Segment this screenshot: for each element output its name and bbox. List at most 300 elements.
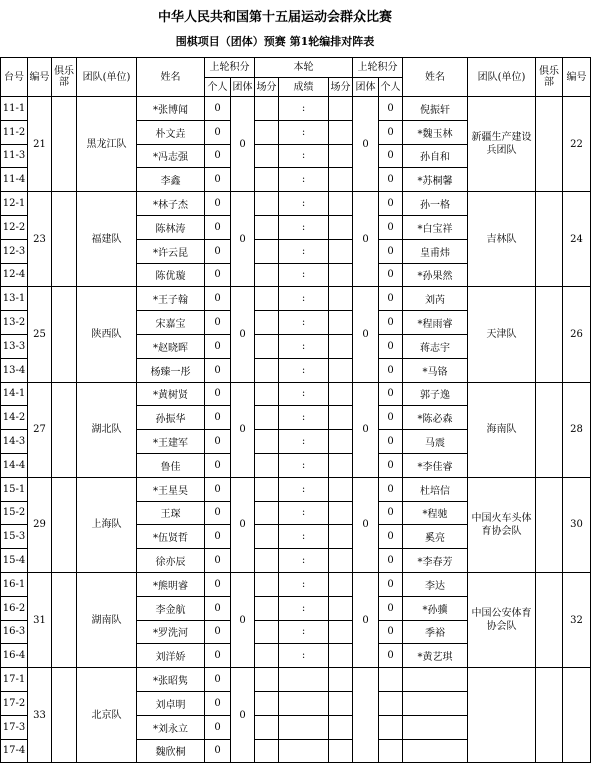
right-match-points	[329, 644, 353, 668]
right-team-id: 24	[563, 192, 591, 287]
left-match-points	[255, 644, 279, 668]
left-team-id: 23	[28, 192, 52, 287]
right-individual-points: 0	[379, 549, 403, 573]
left-individual-points: 0	[205, 239, 231, 263]
board-number: 14-1	[1, 382, 28, 406]
left-individual-points: 0	[205, 739, 231, 763]
right-team-name: 中国火车头体育协会队	[468, 477, 536, 572]
left-individual-points: 0	[205, 668, 231, 692]
header-id-right: 编号	[563, 58, 591, 97]
right-team-id: 22	[563, 97, 591, 192]
right-player-name: *孙果然	[403, 263, 468, 287]
left-match-points	[255, 334, 279, 358]
right-individual-points: 0	[379, 453, 403, 477]
right-match-points	[329, 144, 353, 168]
left-player-name: 陈优璇	[137, 263, 205, 287]
right-match-points	[329, 691, 353, 715]
board-number: 16-2	[1, 596, 28, 620]
right-individual-points: 0	[379, 192, 403, 216]
right-individual-points: 0	[379, 572, 403, 596]
left-player-name: *伍贤哲	[137, 525, 205, 549]
right-team-name: 新疆生产建设兵团队	[468, 97, 536, 192]
left-team-name: 北京队	[77, 668, 137, 763]
header-this-round: 本轮	[255, 58, 353, 78]
right-team-id: 28	[563, 382, 591, 477]
right-team-id: 30	[563, 477, 591, 572]
page-subtitle: 围棋项目（团体）预赛 第1轮编排对阵表	[175, 35, 375, 48]
left-match-points	[255, 430, 279, 454]
table-row	[1, 97, 591, 121]
right-player-name: 郭子逸	[403, 382, 468, 406]
left-individual-points: 0	[205, 477, 231, 501]
left-player-name: 李鑫	[137, 168, 205, 192]
right-match-points	[329, 620, 353, 644]
board-result: :	[279, 549, 329, 573]
left-club	[52, 572, 77, 667]
left-individual-points: 0	[205, 430, 231, 454]
header-prev-points-right: 上轮积分	[353, 58, 403, 78]
right-match-points	[329, 97, 353, 121]
table-row	[1, 382, 591, 406]
left-individual-points: 0	[205, 406, 231, 430]
table-row	[1, 192, 591, 216]
left-individual-points: 0	[205, 215, 231, 239]
board-number: 17-2	[1, 691, 28, 715]
left-match-points	[255, 549, 279, 573]
right-individual-points	[379, 668, 403, 692]
left-individual-points: 0	[205, 263, 231, 287]
right-club	[536, 477, 563, 572]
header-team-points-right: 团体	[353, 78, 379, 97]
board-number: 11-1	[1, 97, 28, 121]
right-match-points	[329, 501, 353, 525]
left-team-points: 0	[231, 287, 255, 382]
right-individual-points: 0	[379, 287, 403, 311]
right-individual-points: 0	[379, 97, 403, 121]
header-team: 团队(单位)	[77, 58, 137, 97]
left-individual-points: 0	[205, 311, 231, 335]
left-player-name: 朴文垚	[137, 120, 205, 144]
right-individual-points: 0	[379, 596, 403, 620]
right-team-name: 海南队	[468, 382, 536, 477]
left-team-name: 福建队	[77, 192, 137, 287]
board-number: 15-4	[1, 549, 28, 573]
right-player-name: 皇甫炜	[403, 239, 468, 263]
right-player-name: 李达	[403, 572, 468, 596]
left-match-points	[255, 239, 279, 263]
board-number: 15-3	[1, 525, 28, 549]
left-player-name: *熊明睿	[137, 572, 205, 596]
board-result: :	[279, 406, 329, 430]
left-club	[52, 287, 77, 382]
right-team-name: 天津队	[468, 287, 536, 382]
right-team-id	[563, 668, 591, 763]
header-id: 编号	[28, 58, 52, 97]
left-match-points	[255, 668, 279, 692]
left-team-id: 31	[28, 572, 52, 667]
left-player-name: 刘洋娇	[137, 644, 205, 668]
left-player-name: 宋嘉宝	[137, 311, 205, 335]
left-match-points	[255, 192, 279, 216]
left-match-points	[255, 263, 279, 287]
left-match-points	[255, 596, 279, 620]
left-individual-points: 0	[205, 358, 231, 382]
left-player-name: *王星昊	[137, 477, 205, 501]
left-player-name: *王建军	[137, 430, 205, 454]
board-result: :	[279, 620, 329, 644]
board-number: 13-1	[1, 287, 28, 311]
board-number: 17-3	[1, 715, 28, 739]
right-individual-points: 0	[379, 406, 403, 430]
right-match-points	[329, 311, 353, 335]
right-team-name: 吉林队	[468, 192, 536, 287]
left-player-name: 杨臻一彤	[137, 358, 205, 382]
left-match-points	[255, 382, 279, 406]
right-individual-points: 0	[379, 620, 403, 644]
right-match-points	[329, 430, 353, 454]
board-number: 12-1	[1, 192, 28, 216]
left-team-points: 0	[231, 668, 255, 763]
header-team-points: 团体	[231, 78, 255, 97]
left-match-points	[255, 215, 279, 239]
left-individual-points: 0	[205, 334, 231, 358]
left-player-name: 鲁佳	[137, 453, 205, 477]
left-match-points	[255, 311, 279, 335]
right-individual-points: 0	[379, 525, 403, 549]
header-club-right: 俱乐部	[536, 58, 563, 97]
right-player-name: *李佳睿	[403, 453, 468, 477]
right-match-points	[329, 239, 353, 263]
left-individual-points: 0	[205, 453, 231, 477]
left-team-name: 湖北队	[77, 382, 137, 477]
board-result: :	[279, 382, 329, 406]
board-result: :	[279, 144, 329, 168]
board-result	[279, 715, 329, 739]
right-team-points	[353, 668, 379, 763]
header-name-right: 姓名	[403, 58, 468, 97]
page-title: 中华人民共和国第十五届运动会群众比赛	[157, 10, 392, 25]
right-player-name: 蒋志宇	[403, 334, 468, 358]
board-result: :	[279, 572, 329, 596]
left-player-name: 刘卓明	[137, 691, 205, 715]
left-individual-points: 0	[205, 572, 231, 596]
right-match-points	[329, 287, 353, 311]
board-number: 13-3	[1, 334, 28, 358]
left-team-id: 27	[28, 382, 52, 477]
right-match-points	[329, 382, 353, 406]
board-number: 11-4	[1, 168, 28, 192]
right-match-points	[329, 525, 353, 549]
right-club	[536, 192, 563, 287]
left-individual-points: 0	[205, 287, 231, 311]
right-match-points	[329, 572, 353, 596]
left-player-name: *许云昆	[137, 239, 205, 263]
right-individual-points: 0	[379, 168, 403, 192]
left-individual-points: 0	[205, 382, 231, 406]
left-match-points	[255, 358, 279, 382]
left-player-name: 王琛	[137, 501, 205, 525]
board-number: 15-2	[1, 501, 28, 525]
board-result: :	[279, 358, 329, 382]
left-team-points: 0	[231, 382, 255, 477]
right-player-name: 杜培信	[403, 477, 468, 501]
right-team-points: 0	[353, 382, 379, 477]
right-match-points	[329, 453, 353, 477]
left-player-name: 李金航	[137, 596, 205, 620]
left-club	[52, 192, 77, 287]
table-row	[1, 477, 591, 501]
right-player-name: 孙自和	[403, 144, 468, 168]
right-match-points	[329, 715, 353, 739]
right-player-name: 刘芮	[403, 287, 468, 311]
board-result: :	[279, 192, 329, 216]
board-result: :	[279, 311, 329, 335]
right-player-name: 季裕	[403, 620, 468, 644]
board-number: 12-3	[1, 239, 28, 263]
right-player-name: *黄艺琪	[403, 644, 468, 668]
board-result: :	[279, 97, 329, 121]
board-number: 12-2	[1, 215, 28, 239]
board-result: :	[279, 477, 329, 501]
board-number: 16-3	[1, 620, 28, 644]
header-prev-points: 上轮积分	[205, 58, 255, 78]
left-player-name: *刘永立	[137, 715, 205, 739]
board-number: 11-2	[1, 120, 28, 144]
right-individual-points: 0	[379, 382, 403, 406]
right-match-points	[329, 168, 353, 192]
board-result	[279, 691, 329, 715]
left-match-points	[255, 120, 279, 144]
left-individual-points: 0	[205, 97, 231, 121]
header-match-points: 场分	[255, 78, 279, 97]
left-team-id: 29	[28, 477, 52, 572]
header-team-right: 团队(单位)	[468, 58, 536, 97]
board-number: 17-4	[1, 739, 28, 763]
right-match-points	[329, 192, 353, 216]
right-individual-points: 0	[379, 311, 403, 335]
left-team-points: 0	[231, 192, 255, 287]
right-player-name: *陈必森	[403, 406, 468, 430]
left-player-name: *张昭隽	[137, 668, 205, 692]
right-player-name	[403, 739, 468, 763]
board-number: 16-1	[1, 572, 28, 596]
right-match-points	[329, 215, 353, 239]
left-individual-points: 0	[205, 501, 231, 525]
right-match-points	[329, 358, 353, 382]
pairing-table	[0, 57, 591, 763]
pairing-body	[1, 97, 591, 763]
left-match-points	[255, 97, 279, 121]
left-individual-points: 0	[205, 644, 231, 668]
left-club	[52, 382, 77, 477]
board-number: 13-4	[1, 358, 28, 382]
header-individual: 个人	[205, 78, 231, 97]
right-player-name: *程雨睿	[403, 311, 468, 335]
board-number: 12-4	[1, 263, 28, 287]
right-individual-points: 0	[379, 263, 403, 287]
right-match-points	[329, 668, 353, 692]
right-player-name: 倪振轩	[403, 97, 468, 121]
left-match-points	[255, 287, 279, 311]
table-row	[1, 668, 591, 692]
left-match-points	[255, 572, 279, 596]
header-name: 姓名	[137, 58, 205, 97]
left-match-points	[255, 144, 279, 168]
board-result: :	[279, 287, 329, 311]
board-number: 17-1	[1, 668, 28, 692]
right-match-points	[329, 739, 353, 763]
left-player-name: *张博闻	[137, 97, 205, 121]
left-player-name: *王子翰	[137, 287, 205, 311]
right-team-points: 0	[353, 572, 379, 667]
board-result: :	[279, 168, 329, 192]
board-number: 13-2	[1, 311, 28, 335]
left-match-points	[255, 715, 279, 739]
board-result: :	[279, 525, 329, 549]
right-player-name: 马震	[403, 430, 468, 454]
right-individual-points: 0	[379, 334, 403, 358]
right-player-name: 奚亮	[403, 525, 468, 549]
board-number: 11-3	[1, 144, 28, 168]
right-match-points	[329, 334, 353, 358]
left-player-name: 孙振华	[137, 406, 205, 430]
right-player-name: *魏玉林	[403, 120, 468, 144]
board-result: :	[279, 644, 329, 668]
left-club	[52, 668, 77, 763]
right-player-name	[403, 715, 468, 739]
left-match-points	[255, 525, 279, 549]
right-individual-points: 0	[379, 477, 403, 501]
right-team-name: 中国公安体育协会队	[468, 572, 536, 667]
right-individual-points: 0	[379, 144, 403, 168]
header-individual-right: 个人	[379, 78, 403, 97]
right-player-name: 孙一格	[403, 192, 468, 216]
board-result: :	[279, 215, 329, 239]
left-individual-points: 0	[205, 691, 231, 715]
left-player-name: *黄树贤	[137, 382, 205, 406]
right-team-points: 0	[353, 97, 379, 192]
left-player-name: 徐亦辰	[137, 549, 205, 573]
right-individual-points: 0	[379, 239, 403, 263]
right-individual-points	[379, 691, 403, 715]
right-individual-points: 0	[379, 644, 403, 668]
left-match-points	[255, 477, 279, 501]
left-team-name: 黑龙江队	[77, 97, 137, 192]
header-match-points-right: 场分	[329, 78, 353, 97]
board-number: 14-3	[1, 430, 28, 454]
left-team-name: 湖南队	[77, 572, 137, 667]
left-club	[52, 97, 77, 192]
board-number: 16-4	[1, 644, 28, 668]
left-player-name: 魏欣桐	[137, 739, 205, 763]
left-match-points	[255, 168, 279, 192]
right-club	[536, 668, 563, 763]
board-number: 15-1	[1, 477, 28, 501]
left-match-points	[255, 501, 279, 525]
left-individual-points: 0	[205, 192, 231, 216]
board-result: :	[279, 239, 329, 263]
board-result: :	[279, 596, 329, 620]
left-team-id: 33	[28, 668, 52, 763]
left-team-points: 0	[231, 572, 255, 667]
header-table-no: 台号	[1, 58, 28, 97]
board-result: :	[279, 430, 329, 454]
left-team-id: 21	[28, 97, 52, 192]
right-team-points: 0	[353, 477, 379, 572]
header-club: 俱乐部	[52, 58, 77, 97]
right-team-points: 0	[353, 287, 379, 382]
right-team-id: 26	[563, 287, 591, 382]
right-individual-points	[379, 715, 403, 739]
board-number: 14-2	[1, 406, 28, 430]
left-match-points	[255, 406, 279, 430]
left-player-name: *林子杰	[137, 192, 205, 216]
right-player-name: *孙骥	[403, 596, 468, 620]
right-match-points	[329, 406, 353, 430]
right-player-name: *程驰	[403, 501, 468, 525]
left-match-points	[255, 691, 279, 715]
left-team-id: 25	[28, 287, 52, 382]
board-result: :	[279, 263, 329, 287]
right-team-points: 0	[353, 192, 379, 287]
right-individual-points: 0	[379, 358, 403, 382]
header-result: 成绩	[279, 78, 329, 97]
left-individual-points: 0	[205, 525, 231, 549]
right-match-points	[329, 596, 353, 620]
left-team-points: 0	[231, 97, 255, 192]
left-individual-points: 0	[205, 168, 231, 192]
right-individual-points: 0	[379, 215, 403, 239]
right-match-points	[329, 120, 353, 144]
left-match-points	[255, 620, 279, 644]
right-player-name	[403, 691, 468, 715]
left-individual-points: 0	[205, 144, 231, 168]
right-player-name: *苏桐馨	[403, 168, 468, 192]
right-club	[536, 97, 563, 192]
right-club	[536, 572, 563, 667]
right-individual-points	[379, 739, 403, 763]
board-number: 14-4	[1, 453, 28, 477]
right-individual-points: 0	[379, 120, 403, 144]
left-club	[52, 477, 77, 572]
left-match-points	[255, 453, 279, 477]
right-match-points	[329, 477, 353, 501]
board-result	[279, 739, 329, 763]
right-team-name	[468, 668, 536, 763]
left-player-name: *罗洗河	[137, 620, 205, 644]
right-individual-points: 0	[379, 430, 403, 454]
left-individual-points: 0	[205, 620, 231, 644]
table-row	[1, 572, 591, 596]
board-result: :	[279, 120, 329, 144]
right-match-points	[329, 263, 353, 287]
right-club	[536, 382, 563, 477]
left-team-name: 陕西队	[77, 287, 137, 382]
left-match-points	[255, 739, 279, 763]
right-team-id: 32	[563, 572, 591, 667]
board-result: :	[279, 501, 329, 525]
left-individual-points: 0	[205, 715, 231, 739]
left-player-name: *赵晓晖	[137, 334, 205, 358]
left-team-name: 上海队	[77, 477, 137, 572]
left-team-points: 0	[231, 477, 255, 572]
left-individual-points: 0	[205, 120, 231, 144]
right-player-name: *李春芳	[403, 549, 468, 573]
board-result: :	[279, 453, 329, 477]
left-individual-points: 0	[205, 549, 231, 573]
right-player-name	[403, 668, 468, 692]
table-row	[1, 287, 591, 311]
